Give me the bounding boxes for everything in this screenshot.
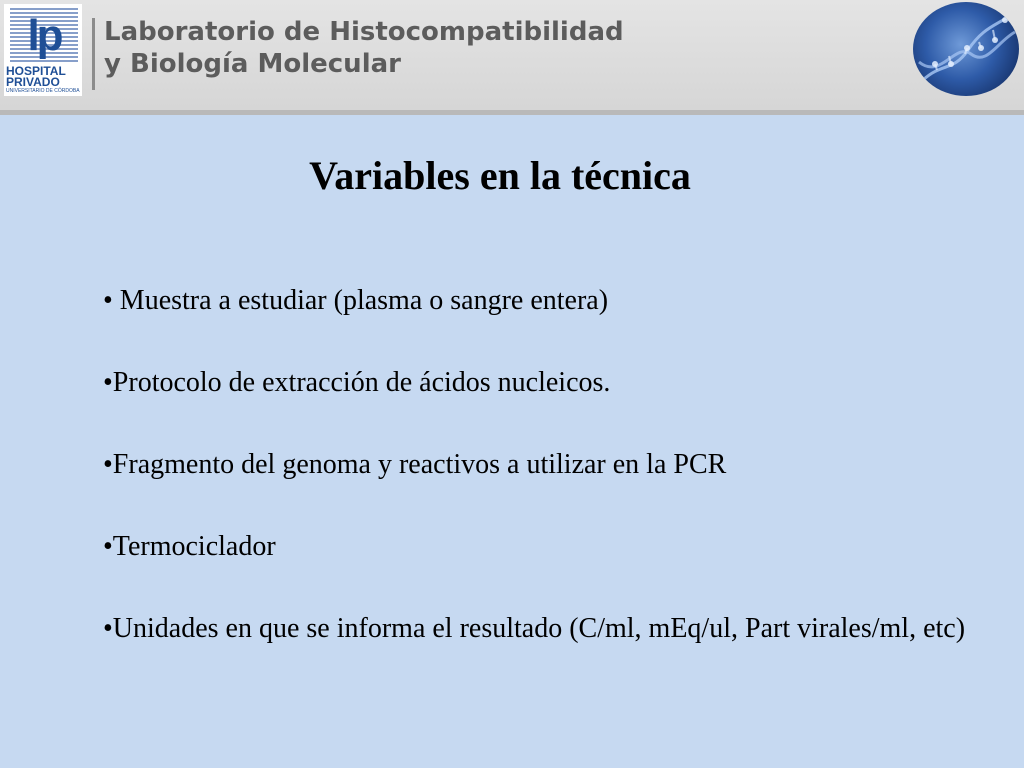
dna-helix-icon: [913, 2, 1019, 96]
header-divider: [92, 18, 95, 90]
bullet-item: •Termociclador: [103, 531, 276, 562]
dna-image: [913, 2, 1019, 96]
bullet-list: [103, 281, 983, 691]
slide-title: Variables en la técnica: [309, 153, 691, 198]
bullet-item: •Protocolo de extracción de ácidos nucleicos.: [103, 367, 611, 398]
slide-header: [0, 0, 1024, 115]
hospital-logo: [4, 4, 82, 96]
logo-mark: lp: [10, 8, 78, 64]
bullet-item: • Muestra a estudiar (plasma o sangre entera): [103, 285, 609, 316]
bullet-item: •Unidades en que se informa el resultado (C/ml, mEq/ul, Part virales/ml, etc): [103, 613, 966, 644]
logo-subtitle: UNIVERSITARIO DE CÓRDOBA: [6, 88, 80, 94]
bullet-item: •Fragmento del genoma y reactivos a utilizar en la PCR: [103, 449, 727, 480]
logo-hospital-name: HOSPITAL PRIVADO: [6, 64, 66, 89]
lab-name: Laboratorio de Histocompatibilidad y Biología Molecular: [104, 17, 624, 79]
